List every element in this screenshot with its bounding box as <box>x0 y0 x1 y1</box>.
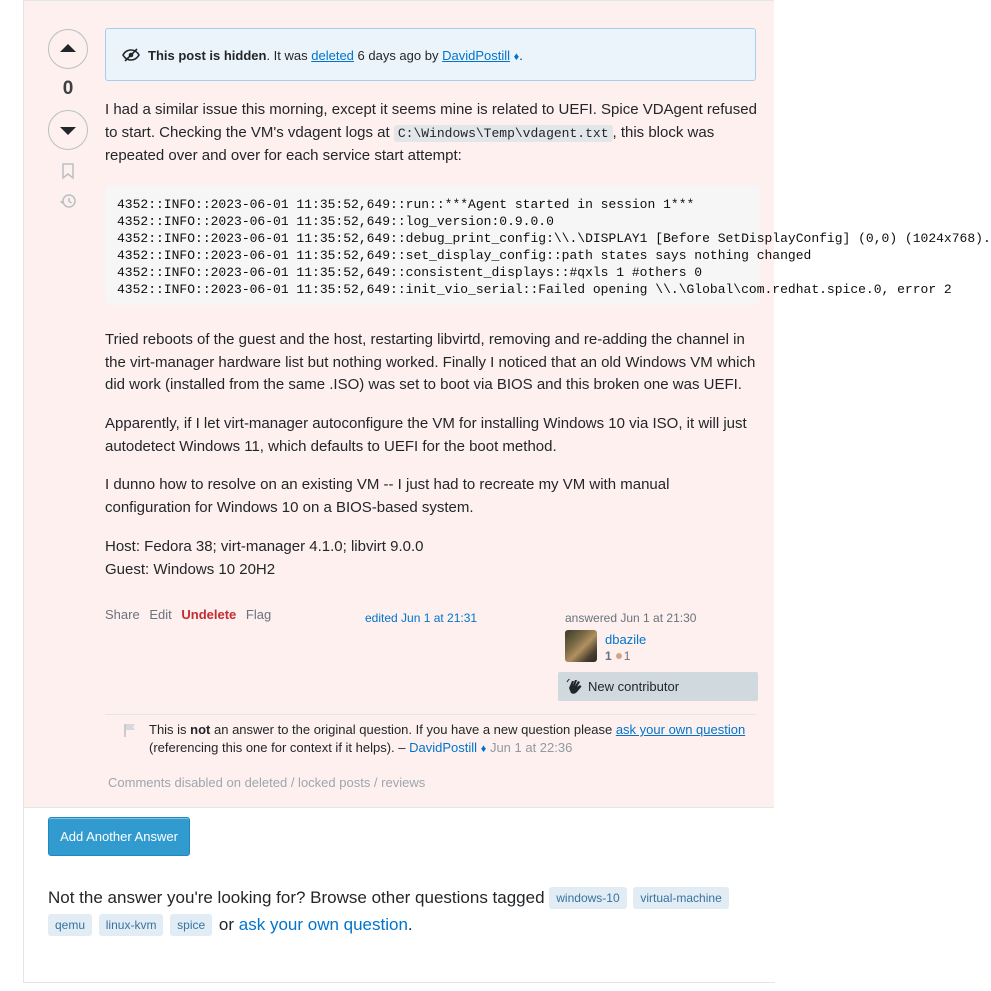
p1-text-a: I had a similar issue this morning, except it seems mine is related to UEFI. Spice VDAgent refused to start. Checking the VM's vdagent logs at <box>105 101 757 141</box>
body-paragraph-5 <box>105 536 765 581</box>
comments-divider <box>105 714 756 715</box>
vote-cell <box>48 29 89 69</box>
hidden-post-notice <box>105 28 756 81</box>
moderator-diamond: ♦ <box>480 743 487 755</box>
guest-line: Guest: Windows 10 20H2 <box>105 560 276 578</box>
footer-text: Not the answer you're looking for? Browse other questions tagged <box>48 888 550 907</box>
body-paragraph-3: Apparently, if I let virt-manager autoconfigure the VM for installing Windows 10 via ISO, it will just autodetect Windows 11, which defaults to UEFI for the boot method. <box>105 415 747 455</box>
reputation-score: 1 <box>605 649 612 663</box>
code-line: 4352::INFO::2023-06-01 11:35:52,649::debug_print_config:\\.\DISPLAY1 [Before SetDisplayConfig] (0,0) (1024x768). <box>117 231 991 246</box>
new-contributor-label: New contributor <box>588 679 680 694</box>
notice-text2: 6 days ago by <box>353 48 443 63</box>
user-reputation <box>605 649 630 663</box>
user-name-link[interactable]: dbazile <box>605 632 647 647</box>
comment-time: Jun 1 at 22:36 <box>489 740 573 755</box>
notice-text1: . It was <box>266 48 312 63</box>
inline-code-path: C:\Windows\Temp\vdagent.txt <box>394 125 613 142</box>
bronze-badge-icon <box>616 653 622 659</box>
share-link[interactable]: Share <box>105 607 140 622</box>
code-lines <box>105 185 991 309</box>
post-menu <box>105 607 277 622</box>
tag-virtual-machine[interactable]: virtual-machine <box>633 887 728 909</box>
bronze-count: 1 <box>623 649 631 663</box>
vote-count: 0 <box>62 78 74 99</box>
comment-emphasis: not <box>190 722 211 737</box>
notice-end: . <box>519 48 523 63</box>
wave-hand-icon <box>566 678 584 695</box>
code-line: 4352::INFO::2023-06-01 11:35:52,649::run::***Agent started in session 1*** <box>117 197 695 212</box>
comment-text-3: (referencing this one for context if it helps). – <box>149 740 410 755</box>
code-line: 4352::INFO::2023-06-01 11:35:52,649::log_version:0.9.0.0 <box>117 214 554 229</box>
add-another-answer-button[interactable]: Add Another Answer <box>48 817 190 856</box>
ask-question-link[interactable]: ask your own question <box>615 722 746 737</box>
comment <box>149 721 759 758</box>
new-contributor-badge[interactable] <box>558 672 758 701</box>
history-icon[interactable] <box>59 192 77 210</box>
footer-end: . <box>407 915 413 934</box>
bookmark-icon[interactable] <box>59 162 77 180</box>
edit-link[interactable]: Edit <box>149 607 172 622</box>
notice-user-link[interactable]: DavidPostill <box>442 48 510 63</box>
deleted-link[interactable]: deleted <box>311 48 354 63</box>
body-paragraph-1 <box>105 99 765 168</box>
downvote-wrapper <box>48 110 88 150</box>
footer-or: or <box>218 915 239 934</box>
tag-spice[interactable]: spice <box>170 914 212 936</box>
undelete-link[interactable]: Undelete <box>181 607 237 622</box>
flag-link[interactable]: Flag <box>245 607 272 622</box>
body-paragraph-2: Tried reboots of the guest and the host, restarting libvirtd, removing and re-adding the channel in the virt-manager hardware list but nothing worked. Finally I noticed that an old Windows VM which did work (installed from the same .ISO) was set to boot via BIOS and this broken one was UEFI. <box>105 331 756 393</box>
tag-windows-10[interactable]: windows-10 <box>549 887 626 909</box>
footer-ask-question-link[interactable]: ask your own question <box>238 915 408 934</box>
upvote-button[interactable] <box>48 29 88 69</box>
tag-linux-kvm[interactable]: linux-kvm <box>99 914 164 936</box>
body-paragraph-4: I dunno how to resolve on an existing VM -- I just had to recreate my VM with manual configuration for Windows 10 on a BIOS-based system. <box>105 476 670 516</box>
eye-off-icon <box>122 47 140 63</box>
notice-strong: This post is hidden <box>148 48 267 63</box>
arrow-up-icon <box>59 40 77 58</box>
code-line: 4352::INFO::2023-06-01 11:35:52,649::init_vio_serial::Failed opening \\.\Global\com.redhat.spice.0, error 2 <box>117 282 952 297</box>
downvote-button[interactable] <box>48 110 88 150</box>
code-block[interactable] <box>105 185 991 305</box>
edited-link[interactable]: edited Jun 1 at 21:31 <box>365 611 478 625</box>
comments-disabled-note: Comments disabled on deleted / locked posts / reviews <box>108 775 426 790</box>
host-line: Host: Fedora 38; virt-manager 4.1.0; libvirt 9.0.0 <box>105 538 424 555</box>
not-the-answer-footer <box>48 884 768 938</box>
arrow-down-icon <box>59 121 77 139</box>
comment-text-2: an answer to the original question. If you have a new question please <box>210 722 616 737</box>
flag-icon[interactable] <box>123 723 137 737</box>
moderator-diamond: ♦ <box>513 51 520 63</box>
code-line: 4352::INFO::2023-06-01 11:35:52,649::consistent_displays::#qxls 1 #others 0 <box>117 265 703 280</box>
comment-text-1: This is <box>149 722 191 737</box>
p1-text-b: , this block was repeated over and over for each service start attempt: <box>105 123 715 164</box>
comment-author-link[interactable]: DavidPostill <box>409 740 478 755</box>
answered-time: answered Jun 1 at 21:30 <box>565 611 697 625</box>
avatar[interactable] <box>565 630 597 662</box>
tag-qemu[interactable]: qemu <box>48 914 92 936</box>
code-line: 4352::INFO::2023-06-01 11:35:52,649::set_display_config::path states says nothing changed <box>117 248 812 263</box>
